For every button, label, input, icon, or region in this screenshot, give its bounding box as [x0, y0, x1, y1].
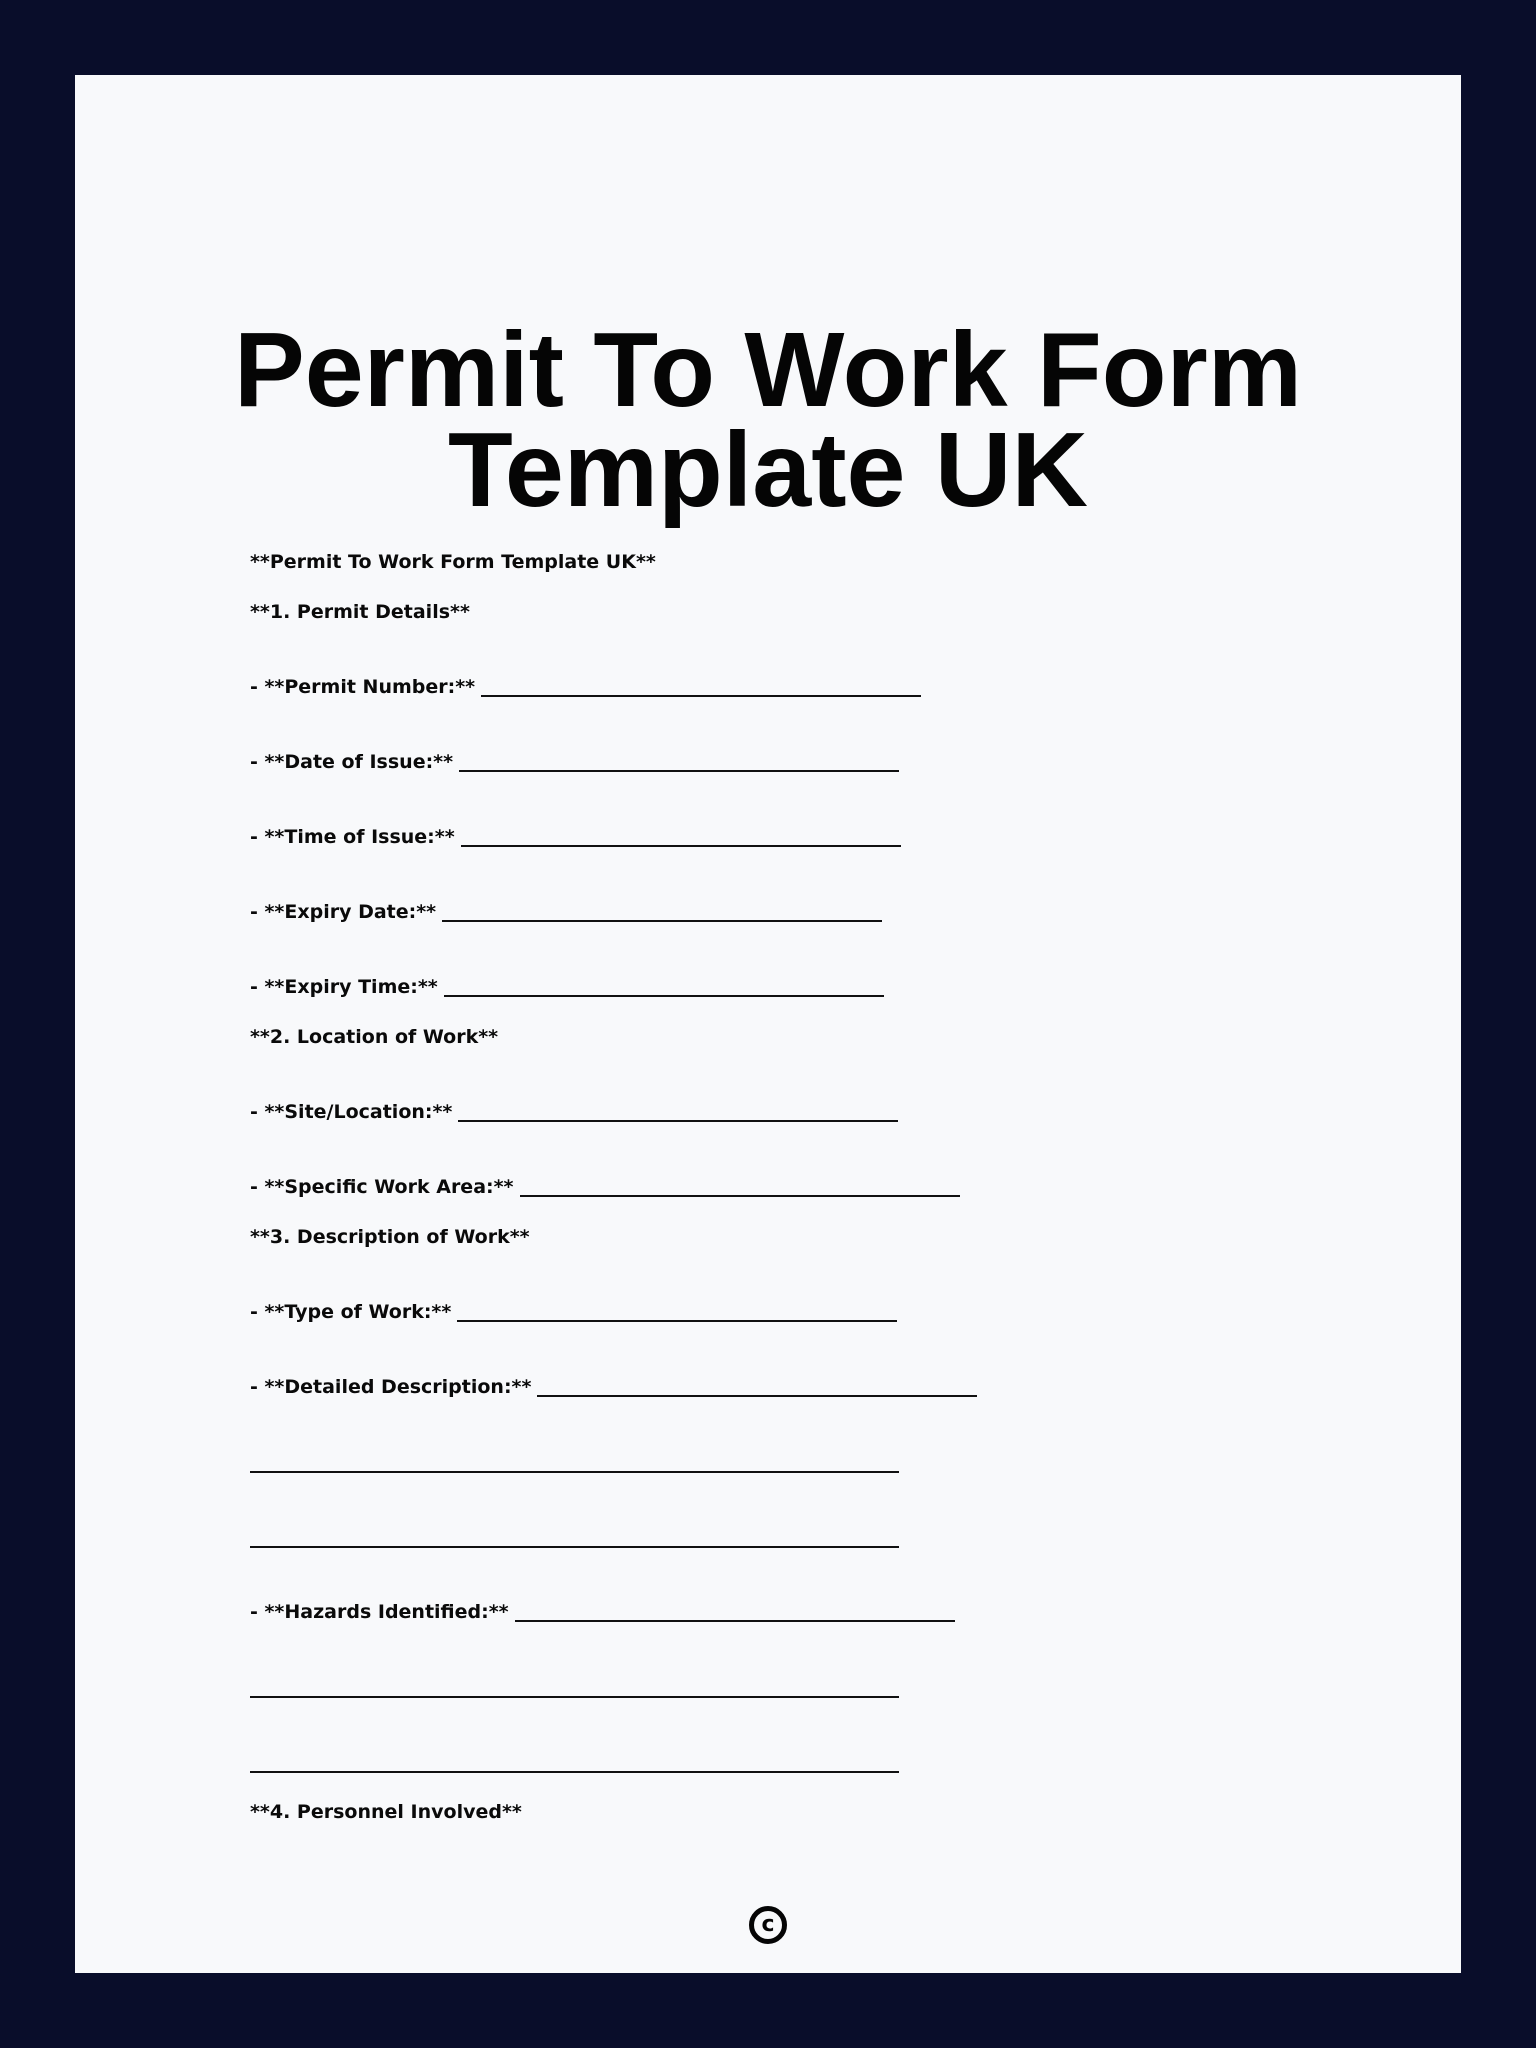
permit-number-label: - **Permit Number:** — [250, 676, 476, 698]
type-of-work-blank — [457, 1320, 897, 1322]
copyright-icon: c — [749, 1906, 787, 1944]
site-location-row — [250, 1100, 898, 1124]
permit-number-row — [250, 675, 921, 699]
hazards-extra-line-2 — [250, 1771, 899, 1773]
section-personnel-involved: **4. Personnel Involved** — [250, 1801, 522, 1823]
date-of-issue-row — [250, 750, 899, 774]
specific-work-area-label: - **Specific Work Area:** — [250, 1176, 514, 1198]
expiry-date-blank — [442, 920, 882, 922]
section-permit-details: **1. Permit Details** — [250, 601, 470, 623]
specific-work-area-blank — [520, 1195, 960, 1197]
hazards-identified-label: - **Hazards Identified:** — [250, 1601, 509, 1623]
detailed-description-label: - **Detailed Description:** — [250, 1376, 532, 1398]
date-of-issue-blank — [459, 770, 899, 772]
time-of-issue-row — [250, 825, 901, 849]
expiry-time-blank — [444, 995, 884, 997]
expiry-time-row — [250, 975, 884, 999]
site-location-blank — [458, 1120, 898, 1122]
document-page — [75, 75, 1461, 1973]
hazards-extra-line-1 — [250, 1696, 899, 1698]
title-line-1: Permit To Work Form — [234, 311, 1302, 429]
time-of-issue-label: - **Time of Issue:** — [250, 826, 455, 848]
hazards-identified-blank — [515, 1620, 955, 1622]
type-of-work-row — [250, 1300, 897, 1324]
time-of-issue-blank — [461, 845, 901, 847]
section-location-of-work: **2. Location of Work** — [250, 1026, 499, 1048]
detailed-description-blank — [537, 1395, 977, 1397]
detailed-description-extra-line-1 — [250, 1471, 899, 1473]
site-location-label: - **Site/Location:** — [250, 1101, 453, 1123]
title-line-2: Template UK — [447, 411, 1089, 529]
permit-number-blank — [481, 695, 921, 697]
specific-work-area-row — [250, 1175, 960, 1199]
hazards-identified-row — [250, 1600, 955, 1624]
section-description-of-work: **3. Description of Work** — [250, 1226, 530, 1248]
detailed-description-row — [250, 1375, 977, 1399]
expiry-time-label: - **Expiry Time:** — [250, 976, 438, 998]
expiry-date-row — [250, 900, 882, 924]
type-of-work-label: - **Type of Work:** — [250, 1301, 452, 1323]
document-title — [75, 311, 1461, 529]
date-of-issue-label: - **Date of Issue:** — [250, 751, 454, 773]
detailed-description-extra-line-2 — [250, 1546, 899, 1548]
form-heading: **Permit To Work Form Template UK** — [250, 551, 656, 573]
expiry-date-label: - **Expiry Date:** — [250, 901, 437, 923]
